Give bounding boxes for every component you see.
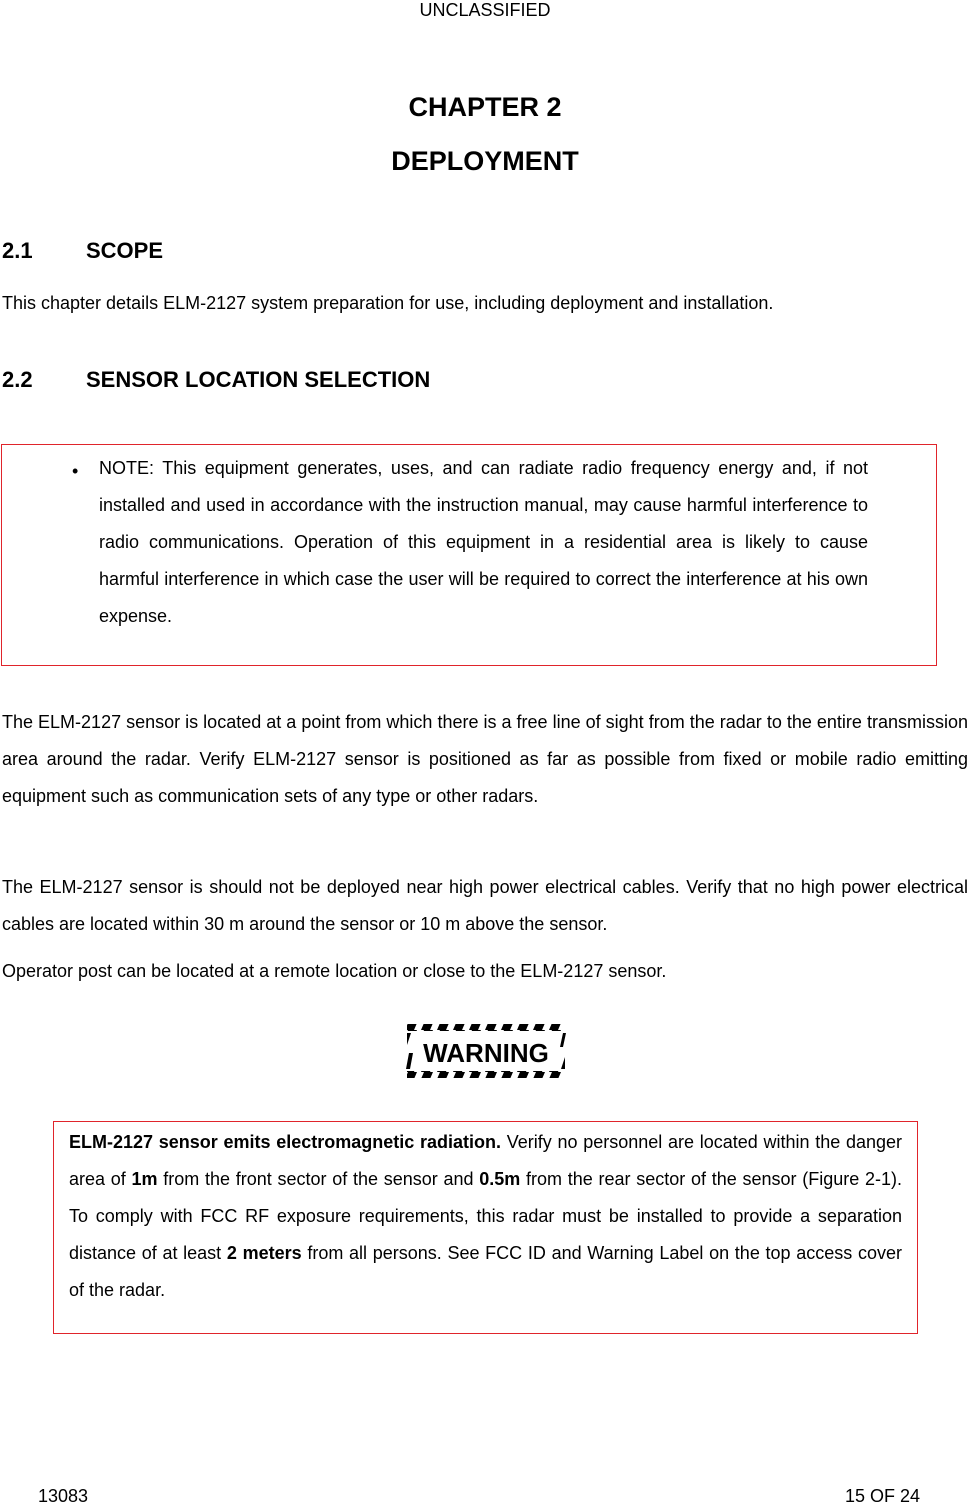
cables-paragraph: The ELM-2127 sensor is should not be deployed near high power electrical cables. Verify that no high power electrical cables are located within 30 m around the sensor or 10 m above the sensor.	[2, 877, 968, 934]
warning-text-part: from the front sector of the sensor and	[157, 1169, 480, 1189]
warning-text-part: from the rear sector of the sensor (Figure 2-1). To comply with FCC RF exposure requirements, this radar must be installed to provide a separation distance of at least	[69, 1169, 902, 1263]
warning-front-distance: 1m	[131, 1169, 158, 1189]
section-number: 2.2	[2, 367, 33, 392]
note-text: NOTE: This equipment generates, uses, and can radiate radio frequency energy and, if not installed and used in accordance with the instruction manual, may cause harmful interference to radio communications. Operation of this equipment in a residential area is likely to cause harmful interference in which case the user will be required to correct the interference at his own expense.	[99, 458, 868, 626]
warning-bold-lead: ELM-2127 sensor emits electromagnetic radiation.	[69, 1132, 502, 1152]
page-number: 15 OF 24	[845, 1486, 921, 1506]
warning-rear-distance: 0.5m	[479, 1169, 521, 1189]
warning-label	[405, 1023, 567, 1079]
chapter-number: CHAPTER 2	[408, 92, 562, 122]
warning-text-part: from all persons. See FCC ID and Warning Label on the top access cover of the radar.	[69, 1243, 902, 1300]
warning-separation-distance: 2 meters	[226, 1243, 302, 1263]
section-heading-sensor-location	[2, 367, 430, 393]
scope-paragraph: This chapter details ELM-2127 system preparation for use, including deployment and installation.	[2, 293, 774, 313]
warning-label-text: WARNING	[423, 1038, 549, 1068]
section-heading-scope	[2, 238, 163, 264]
warning-text-part: Verify no personnel are located within the danger area of	[69, 1132, 902, 1189]
operator-post-paragraph: Operator post can be located at a remote location or close to the ELM-2127 sensor.	[2, 961, 667, 981]
doc-number: 13083	[38, 1486, 89, 1506]
section-number: 2.1	[2, 238, 33, 263]
location-paragraph: The ELM-2127 sensor is located at a point from which there is a free line of sight from the radar to the entire transmission area around the radar. Verify ELM-2127 sensor is positioned as far as possible from fixed or mobile radio emitting equipment such as communication sets of any type or other radars.	[2, 712, 968, 806]
section-title: SCOPE	[86, 238, 164, 263]
warning-text	[69, 1124, 902, 1309]
classification-header: UNCLASSIFIED	[419, 0, 551, 20]
note-bullet: •	[72, 461, 79, 481]
chapter-title: DEPLOYMENT	[391, 146, 579, 176]
warning-hazard-icon	[405, 1023, 567, 1079]
section-title: SENSOR LOCATION SELECTION	[86, 367, 431, 392]
